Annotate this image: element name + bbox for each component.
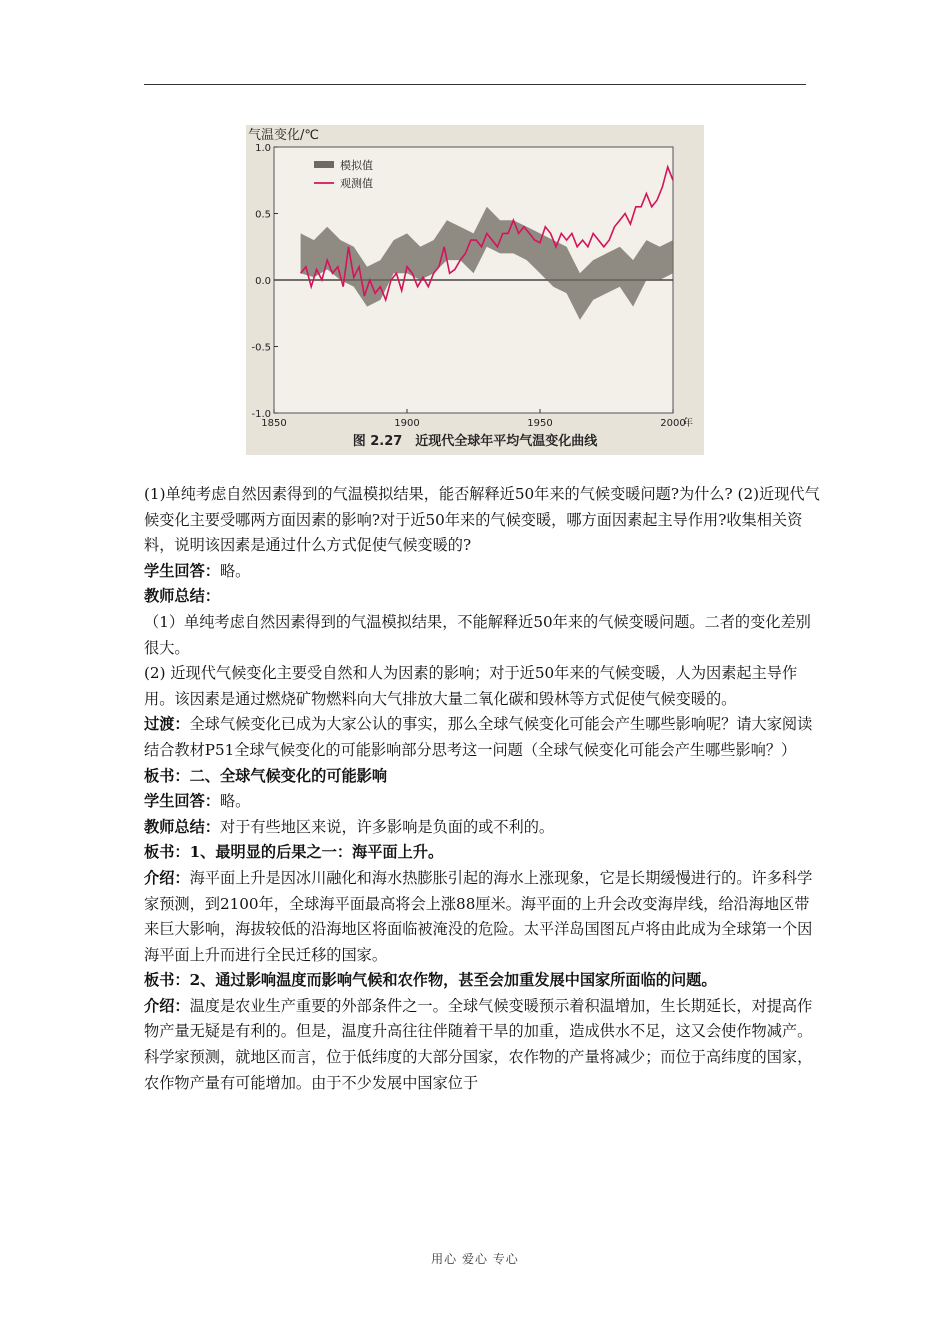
x-tick-label: 1850: [261, 418, 287, 429]
y-tick-label: -1.0: [251, 409, 271, 420]
legend-label-observed: 观测值: [340, 177, 373, 190]
temperature-chart: [246, 125, 704, 455]
y-axis-label: 气温变化/℃: [248, 128, 319, 143]
paragraph-intro-crops: 介绍：温度是农业生产重要的外部条件之一。全球气候变暖预示着积温增加，生长期延长，对提高作物产量无疑是有利的。但是，温度升高往往伴随着干旱的加重，造成供水不足，这又会使作物减产。科学家预测，就地区而言，位于低纬度的大部分国家，农作物的产量将减少；而位于高纬度的国家，农作物产量有可能增加。由于不少发展中国家位于: [144, 996, 813, 1092]
paragraph-summary-point-2: (2) 近现代气候变化主要受自然和人为因素的影响；对于近50年来的气候变暖，人为因素起主导作用。该因素是通过燃烧矿物燃料向大气排放大量二氧化碳和毁林等方式促使气候变暖的。: [144, 664, 798, 708]
paragraph-questions: (1)单纯考虑自然因素得到的气温模拟结果，能否解释近50年来的气候变暖问题?为什么? (2)近现代气候变化主要受哪两方面因素的影响?对于近50年来的气候变暖，哪方面因素起主导作用?收集相关资料，说明该因素是通过什么方式促使气候变暖的?: [144, 485, 820, 555]
legend-label-model: 模拟值: [340, 159, 373, 172]
paragraph-summary-point-1: （1）单纯考虑自然因素得到的气温模拟结果，不能解释近50年来的气候变暖问题。二者的变化差别很大。: [144, 612, 811, 657]
page-footer: 用心 爱心 专心: [431, 1252, 519, 1266]
y-tick-label: 1.0: [255, 143, 271, 154]
paragraph-teacher-summary-2: 教师总结：对于有些地区来说，许多影响是负面的或不利的。: [144, 817, 555, 836]
paragraph-board-crops: 板书：2、通过影响温度而影响气候和农作物，甚至会加重发展中国家所面临的问题。: [144, 971, 717, 990]
header-rule: [144, 84, 806, 85]
paragraph-student-answer-1: 学生回答：略。: [144, 561, 251, 580]
temperature-chart-figure: [246, 125, 704, 455]
y-tick-label: 0.5: [255, 209, 271, 221]
paragraph-intro-sea-level: 介绍：海平面上升是因冰川融化和海水热膨胀引起的海水上涨现象，它是长期缓慢进行的。许多科学家预测，到2100年，全球海平面最高将会上涨88厘米。海平面的上升会改变海岸线，给沿海地区带来巨大影响，海拔较低的沿海地区将面临被淹没的危险。太平洋岛国图瓦卢将由此成为全球第一个因海平面上升而进行全民迁移的国家。: [144, 868, 813, 964]
lesson-text: [144, 482, 824, 1096]
legend-swatch-model: [314, 161, 334, 168]
paragraph-student-answer-2: 学生回答：略。: [144, 792, 251, 811]
x-tick-label: 1950: [527, 418, 553, 429]
x-tick-label: 1900: [394, 418, 420, 429]
y-tick-label: -0.5: [251, 342, 271, 354]
x-axis-unit: 年: [683, 418, 693, 429]
x-tick-label: 2000: [660, 418, 686, 429]
chart-caption: 图 2.27 近现代全球年平均气温变化曲线: [352, 434, 598, 449]
paragraph-board-heading-2: 板书：二、全球气候变化的可能影响: [144, 766, 387, 785]
paragraph-teacher-summary-1: 教师总结：: [144, 587, 220, 606]
paragraph-board-sea-level: 板书：1、最明显的后果之一：海平面上升。: [144, 843, 444, 862]
y-tick-label: 0.0: [255, 276, 271, 287]
paragraph-transition: 过渡：全球气候变化已成为大家公认的事实，那么全球气候变化可能会产生哪些影响呢？请大家阅读结合教材P51全球气候变化的可能影响部分思考这一问题（全球气候变化可能会产生哪些影响？）: [144, 715, 813, 759]
